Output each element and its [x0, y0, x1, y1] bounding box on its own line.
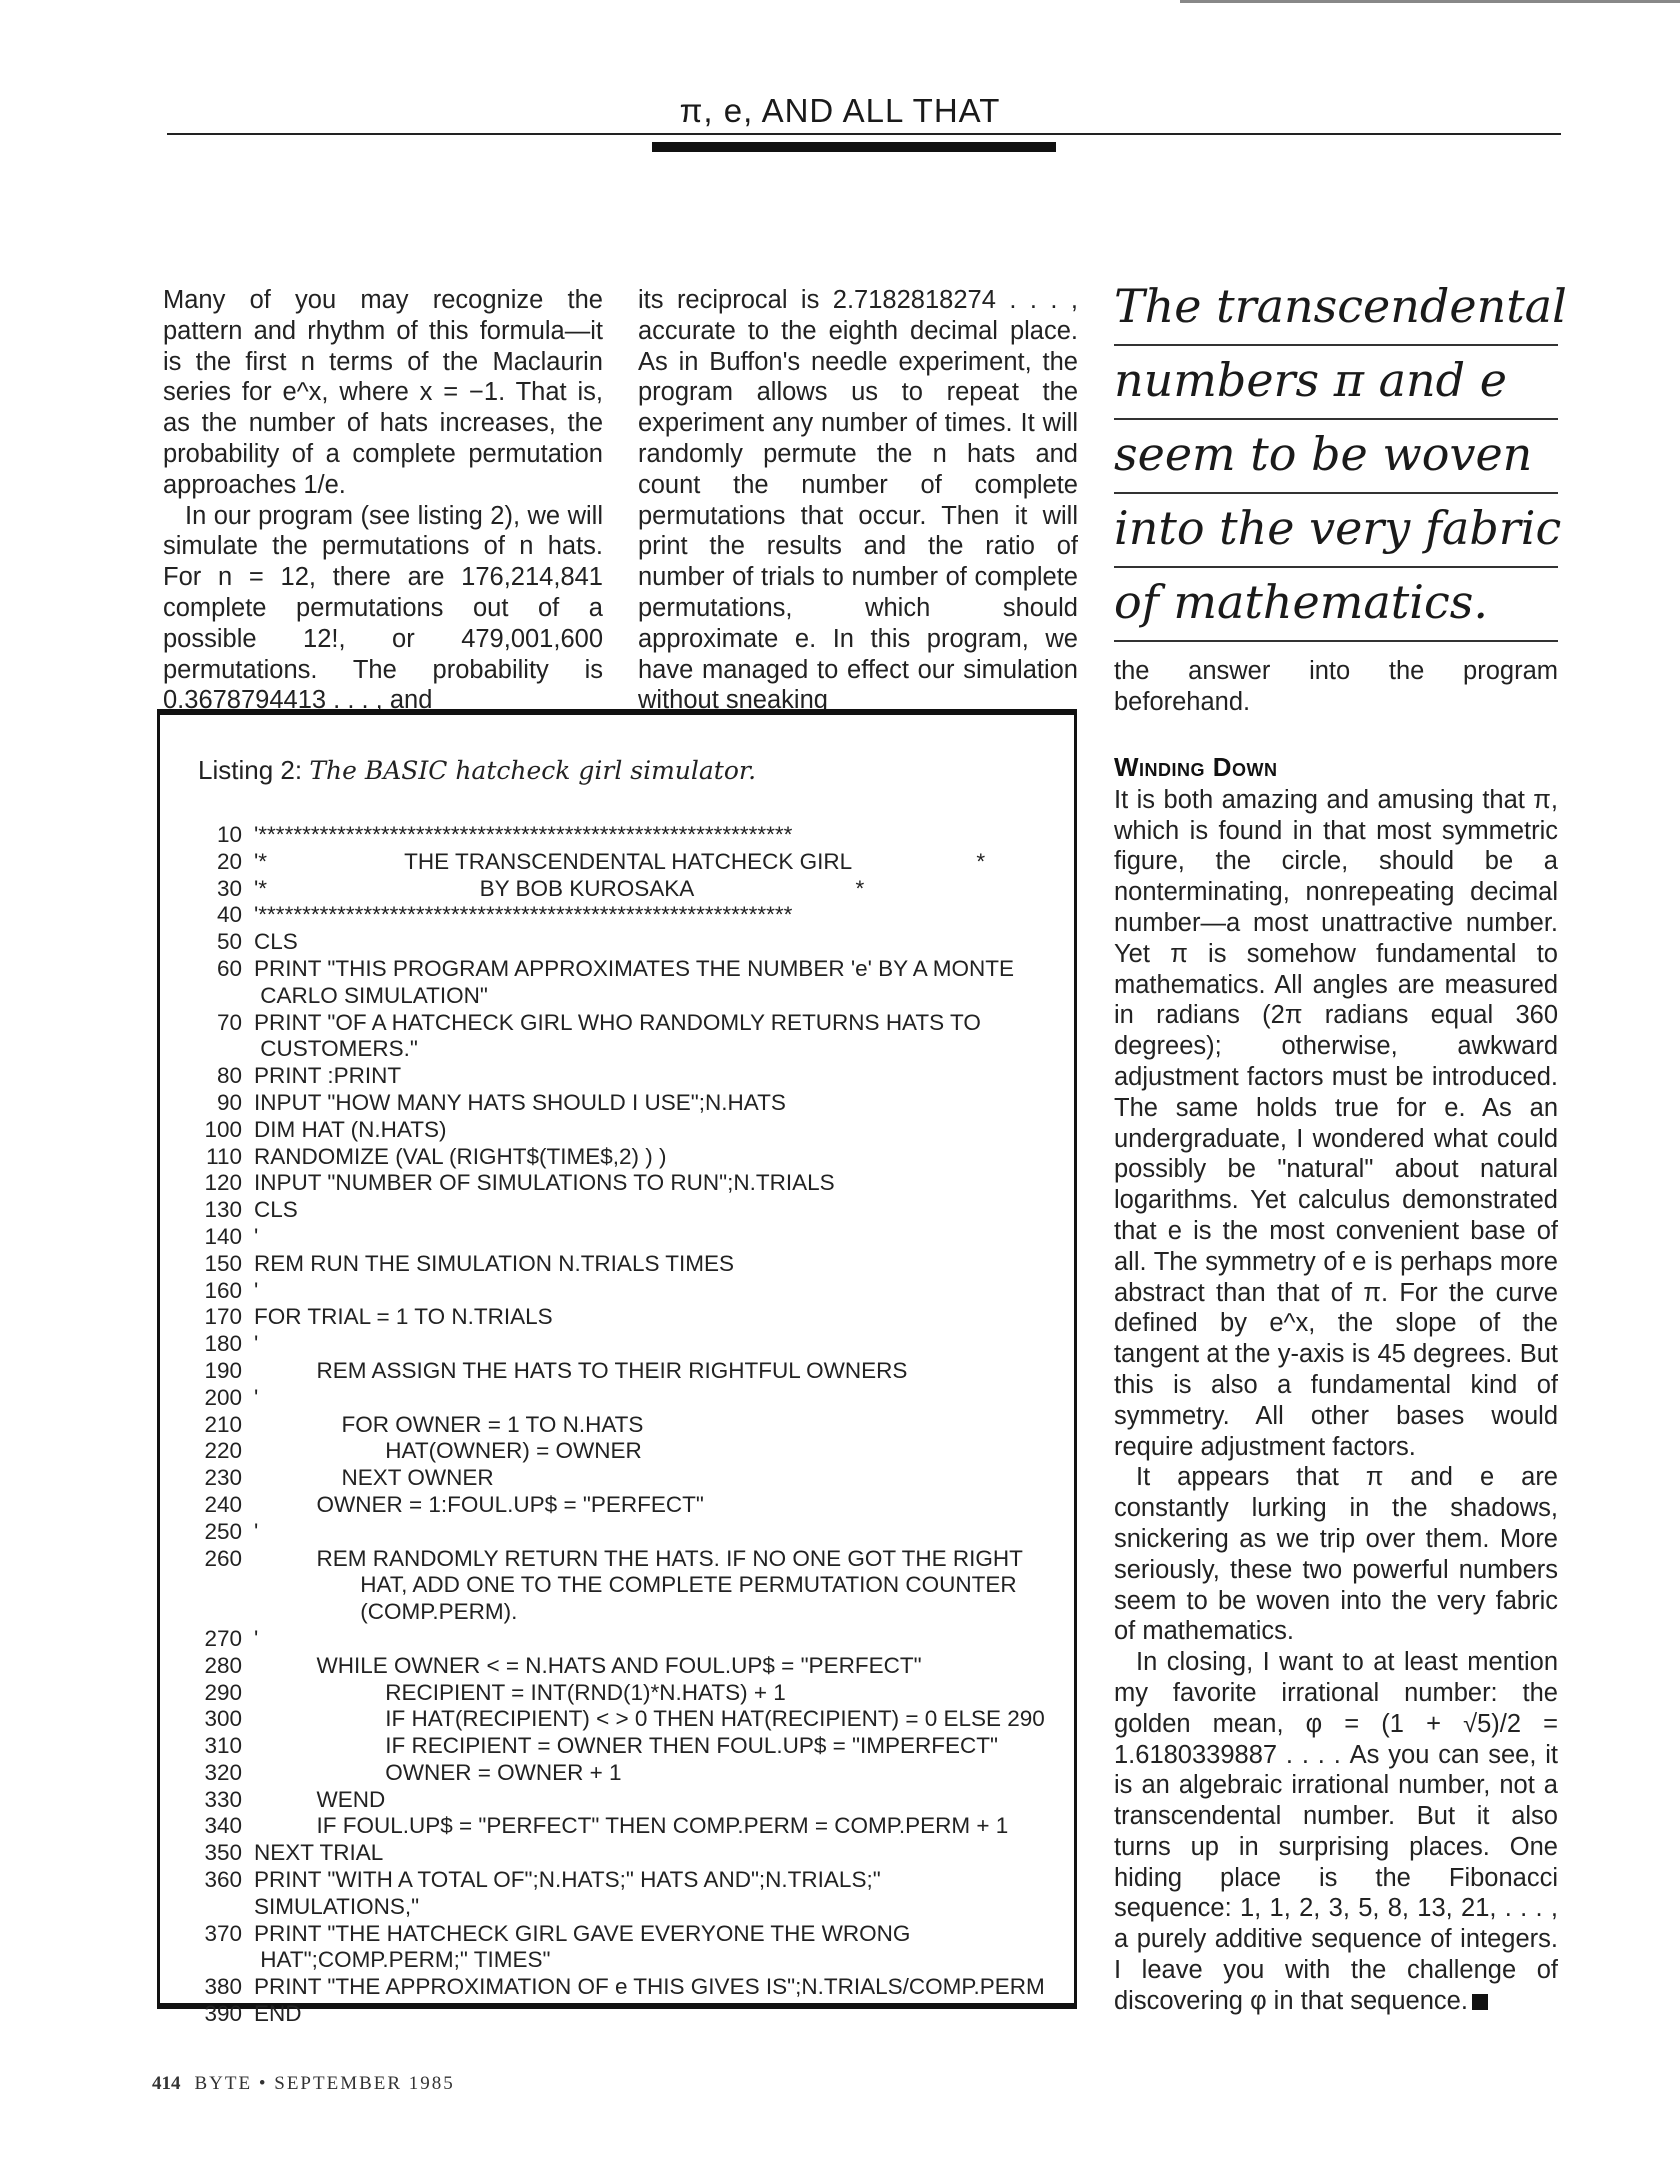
code-line — [192, 1760, 1042, 1787]
paragraph: It is both amazing and amusing that π, which is found in that most symmetric figure, the circle, should be a nonterminating, nonrepeating decimal number—a most unattractive number. Yet π is somehow fundamental to mathematics. All angles are measured in radians (2π radians equal 360 degrees); otherwise, awkward adjustment factors must be introduced. The same holds true for e. As an undergraduate, I wondered what could possibly be "natural" about natural logarithms. Yet calculus demonstrated that e is the most convenient base of all. The symmetry of e is perhaps more abstract than that of π. For the curve defined by e^x, the slope of the tangent at the y-axis is 45 degrees. But this is also a fundamental kind of symmetry. All other bases would require adjustment factors. — [1114, 785, 1558, 1461]
code-line — [192, 1921, 1042, 1975]
line-number: 330 — [204, 1786, 242, 1812]
line-number: 150 — [204, 1250, 242, 1276]
pull-quote-line: into the very fabric — [1114, 494, 1558, 568]
line-number: 20 — [216, 848, 242, 874]
code-text: FOR OWNER = 1 TO N.HATS — [254, 1411, 644, 1437]
line-number: 340 — [204, 1813, 242, 1839]
code-line — [192, 1385, 1042, 1412]
code-listing-box — [157, 709, 1077, 2027]
code-text: PRINT "OF A HATCHECK GIRL WHO RANDOMLY RETURNS HATS TO CUSTOMERS." — [254, 1009, 981, 1062]
code-line — [192, 2001, 1042, 2028]
code-text: ' — [254, 1223, 259, 1249]
code-line — [192, 1331, 1042, 1358]
code-line — [192, 929, 1042, 956]
paragraph: the answer into the program beforehand. — [1114, 657, 1558, 716]
line-number: 40 — [216, 902, 242, 928]
line-number: 370 — [204, 1920, 242, 1946]
page-footer — [152, 2073, 455, 2095]
code-text: ' — [254, 1384, 259, 1410]
line-number: 360 — [204, 1867, 242, 1893]
line-number: 310 — [204, 1733, 242, 1759]
code-text: INPUT "NUMBER OF SIMULATIONS TO RUN";N.TRIALS — [254, 1170, 835, 1196]
pull-quote-line: of mathematics. — [1114, 568, 1558, 642]
pull-quote-line: The transcendental — [1114, 272, 1558, 346]
code-text: RECIPIENT = INT(RND(1)*N.HATS) + 1 — [254, 1679, 786, 1705]
paragraph: its reciprocal is 2.7182818274 . . . , accurate to the eighth decimal place. As in Buffon's needle experiment, the program allows us to repeat the experiment any number of times. It will randomly permute the n hats and count the number of complete permutations that occur. Then it will print the results and the ratio of number of trials to number of complete permutations, which should approximate e. In this program, we have managed to effect our simulation without sneaking — [638, 286, 1078, 715]
header-rule — [167, 133, 1561, 135]
code-text: ' — [254, 1518, 259, 1544]
listing-caption-label: Listing 2: — [198, 755, 303, 785]
code-line — [192, 1653, 1042, 1680]
code-line — [192, 1412, 1042, 1439]
line-number: 140 — [204, 1223, 242, 1249]
line-number: 60 — [216, 955, 242, 981]
line-number: 220 — [204, 1438, 242, 1464]
code-line — [192, 1197, 1042, 1224]
code-text: REM RUN THE SIMULATION N.TRIALS TIMES — [254, 1250, 735, 1276]
pull-quote-line: numbers π and e — [1114, 346, 1558, 420]
code-line — [192, 1278, 1042, 1305]
code-text: PRINT "THE APPROXIMATION OF e THIS GIVES IS";N.TRIALS/COMP.PERM — [254, 1974, 1045, 2000]
line-number: 240 — [204, 1491, 242, 1517]
code-text: '* THE TRANSCENDENTAL HATCHECK GIRL * — [254, 848, 986, 874]
line-number: 80 — [216, 1063, 242, 1089]
paragraph: It appears that π and e are constantly lurking in the shadows, snickering as we trip over them. More seriously, these two powerful numbers seem to be woven into the very fabric of mathematics. — [1114, 1463, 1558, 1646]
code-text: CLS — [254, 929, 298, 955]
line-number: 390 — [204, 2001, 242, 2027]
page-number: 414 — [152, 2073, 181, 2094]
code-text: WHILE OWNER < = N.HATS AND FOUL.UP$ = "PERFECT" — [254, 1652, 922, 1678]
section-heading: Winding Down — [1114, 752, 1278, 782]
line-number: 200 — [204, 1384, 242, 1410]
line-number: 260 — [204, 1545, 242, 1571]
article-column-3-continuation — [1114, 656, 1558, 718]
line-number: 170 — [204, 1304, 242, 1330]
line-number: 100 — [204, 1116, 242, 1142]
code-text: OWNER = OWNER + 1 — [254, 1759, 622, 1785]
code-line — [192, 1546, 1042, 1626]
line-number: 160 — [204, 1277, 242, 1303]
pull-quote — [1114, 272, 1567, 642]
line-number: 180 — [204, 1331, 242, 1357]
code-text: INPUT "HOW MANY HATS SHOULD I USE";N.HATS — [254, 1089, 786, 1115]
code-text: WEND — [254, 1786, 386, 1812]
code-line — [192, 1358, 1042, 1385]
code-text: ' — [254, 1277, 259, 1303]
code-text: IF RECIPIENT = OWNER THEN FOUL.UP$ = "IMPERFECT" — [254, 1733, 999, 1759]
code-line — [192, 1840, 1042, 1867]
line-number: 130 — [204, 1197, 242, 1223]
code-line — [192, 822, 1042, 849]
line-number: 250 — [204, 1518, 242, 1544]
code-text: '************************************************************* — [254, 822, 793, 847]
line-number: 70 — [216, 1009, 242, 1035]
code-line — [192, 1680, 1042, 1707]
article-column-3 — [1114, 752, 1558, 2017]
code-text: FOR TRIAL = 1 TO N.TRIALS — [254, 1304, 553, 1330]
code-line — [192, 1063, 1042, 1090]
paragraph: Many of you may recognize the pattern and rhythm of this formula—it is the first n terms of the Maclaurin series for e^x, where x = −1. That is, as the number of hats increases, the probability of a complete permutation approaches 1/e. — [163, 286, 603, 499]
code-text: REM RANDOMLY RETURN THE HATS. IF NO ONE GOT THE RIGHT HAT, ADD ONE TO THE COMPLETE PERMUTATION COUNTER (COMP.PERM). — [316, 1545, 1023, 1625]
code-text: END — [254, 2001, 302, 2027]
header-bar — [652, 142, 1056, 152]
code-text: PRINT "THE HATCHECK GIRL GAVE EVERYONE THE WRONG HAT";COMP.PERM;" TIMES" — [254, 1920, 911, 1973]
publication-line: BYTE • SEPTEMBER 1985 — [194, 2073, 455, 2094]
paragraph: In our program (see listing 2), we will simulate the permutations of n hats. For n = 12, there are 176,214,841 complete permutations out of a possible 12!, or 479,001,600 permutations. The probability is 0.3678794413 . . . , and — [163, 501, 603, 715]
code-text: ' — [254, 1625, 259, 1651]
line-number: 190 — [204, 1357, 242, 1383]
line-number: 50 — [216, 929, 242, 955]
line-number: 270 — [204, 1625, 242, 1651]
end-of-article-mark — [1472, 1994, 1488, 2010]
line-number: 320 — [204, 1759, 242, 1785]
line-number: 30 — [216, 875, 242, 901]
code-text: PRINT "WITH A TOTAL OF";N.HATS;" HATS AND";N.TRIALS;" SIMULATIONS," — [254, 1867, 881, 1919]
running-head: π, e, AND ALL THAT — [679, 92, 1001, 129]
code-text: PRINT "THIS PROGRAM APPROXIMATES THE NUMBER 'e' BY A MONTE CARLO SIMULATION" — [254, 955, 1015, 1008]
code-text: REM ASSIGN THE HATS TO THEIR RIGHTFUL OWNERS — [254, 1357, 908, 1383]
code-line — [192, 1813, 1042, 1840]
line-number: 300 — [204, 1706, 242, 1732]
code-text: ' — [254, 1331, 259, 1357]
code-line — [192, 1090, 1042, 1117]
code-text: NEXT TRIAL — [254, 1840, 384, 1866]
line-number: 350 — [204, 1840, 242, 1866]
code-line — [192, 1010, 1042, 1064]
line-number: 90 — [216, 1089, 242, 1115]
code-text: '************************************************************* — [254, 902, 793, 928]
code-line — [192, 902, 1042, 929]
code-text: HAT(OWNER) = OWNER — [254, 1438, 642, 1464]
code-line — [192, 1251, 1042, 1278]
code-line — [192, 1787, 1042, 1814]
code-line — [192, 1492, 1042, 1519]
code-text: DIM HAT (N.HATS) — [254, 1116, 447, 1142]
code-line — [192, 1706, 1045, 1733]
listing-caption — [198, 755, 756, 786]
code-text: RANDOMIZE (VAL (RIGHT$(TIME$,2) ) ) — [254, 1143, 667, 1169]
line-number: 10 — [216, 822, 242, 847]
code-listing — [192, 822, 1045, 2028]
code-line — [192, 1974, 1045, 2001]
listing-caption-title: The BASIC hatcheck girl simulator. — [309, 756, 757, 785]
code-line — [192, 849, 1042, 876]
code-text: IF HAT(RECIPIENT) < > 0 THEN HAT(RECIPIENT) = 0 ELSE 290 — [254, 1706, 1045, 1732]
code-line — [192, 1867, 1042, 1921]
code-text: '* BY BOB KUROSAKA * — [254, 875, 865, 901]
code-text: IF FOUL.UP$ = "PERFECT" THEN COMP.PERM = COMP.PERM + 1 — [254, 1813, 1009, 1839]
line-number: 380 — [204, 1974, 242, 2000]
article-column-1 — [163, 285, 603, 716]
code-text: CLS — [254, 1197, 298, 1223]
line-number: 290 — [204, 1679, 242, 1705]
code-text: OWNER = 1:FOUL.UP$ = "PERFECT" — [254, 1491, 704, 1517]
line-number: 280 — [204, 1652, 242, 1678]
code-line — [192, 1465, 1042, 1492]
code-line — [192, 956, 1042, 1010]
code-line — [192, 1170, 1042, 1197]
code-line — [192, 876, 1042, 903]
code-line — [192, 1626, 1042, 1653]
paragraph-text: In closing, I want to at least mention my favorite irrational number: the golden mean, φ = (1 + √5)/2 = 1.6180339887 . . . . As you can see, it is an algebraic irrational number, not a transcendental number. But it also turns up in surprising places. One hiding place is the Fibonacci sequence: 1, 1, 2, 3, 5, 8, 13, 21, . . . , a purely additive sequence of integers. I leave you with the challenge of discovering φ in that sequence. — [1114, 1648, 1558, 2015]
code-line — [192, 1224, 1042, 1251]
article-column-2 — [638, 285, 1078, 716]
code-line — [192, 1117, 1042, 1144]
code-line — [192, 1144, 1042, 1171]
code-line — [192, 1519, 1042, 1546]
page-top-edge — [1180, 0, 1680, 3]
code-text: PRINT :PRINT — [254, 1063, 402, 1089]
code-line — [192, 1438, 1042, 1465]
code-line — [192, 1733, 1042, 1760]
line-number: 120 — [204, 1170, 242, 1196]
code-text: NEXT OWNER — [254, 1465, 494, 1491]
line-number: 210 — [204, 1411, 242, 1437]
line-number: 230 — [204, 1465, 242, 1491]
line-number: 110 — [206, 1143, 242, 1169]
paragraph — [1114, 1647, 1558, 2017]
pull-quote-line: seem to be woven — [1114, 420, 1558, 494]
code-line — [192, 1304, 1042, 1331]
